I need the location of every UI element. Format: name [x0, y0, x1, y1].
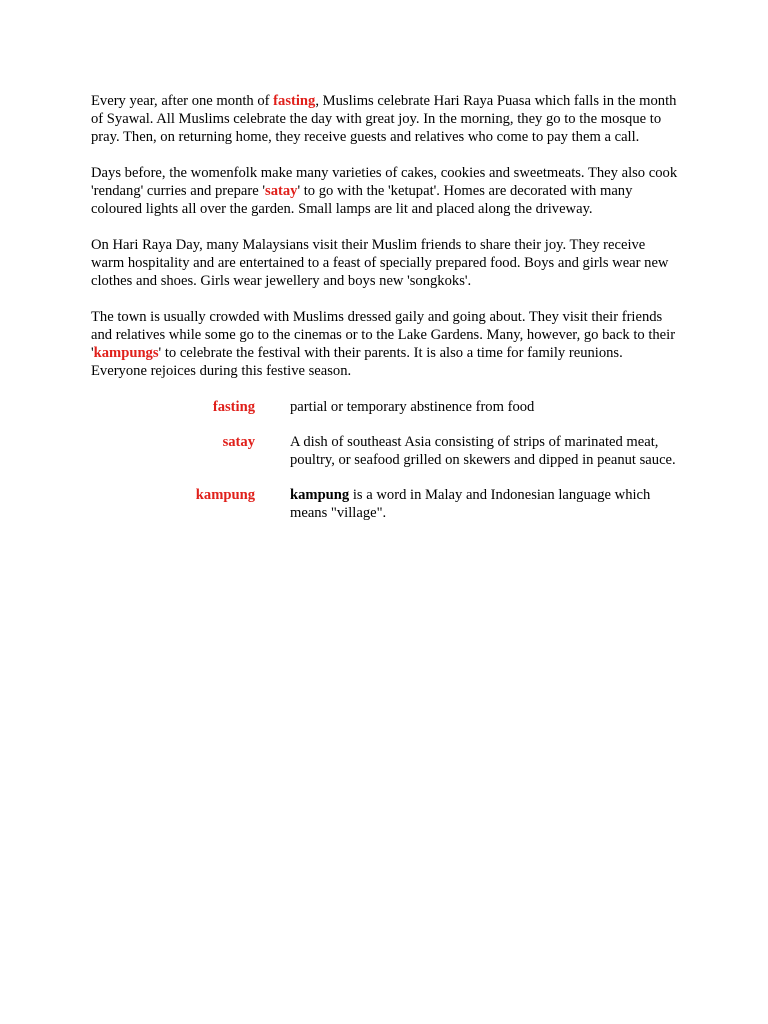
paragraph-3-text-1: On Hari Raya Day, many Malaysians visit their Muslim friends to share their joy. They receive warm hospitality and are entertained to a feast of specially prepared food. Boys and girls wear new clothes and shoes. Girls wear jewellery and boys new 'songkoks'. [91, 237, 669, 289]
paragraph-1-text-1: Every year, after one month of [91, 93, 274, 109]
paragraph-1-text-2: , Muslims celebrate Hari Raya Puasa which falls in the month of Syawal. All Muslims celebrate the day with great joy. In the morning, they go to the mosque to pray. Then, on returning home, they receive guests and relatives who come to pay them a call. [91, 93, 677, 145]
glossary-definition [290, 433, 680, 469]
glossary-row-fasting [91, 398, 681, 416]
glossary-definition [290, 398, 680, 416]
paragraph-4-text-1: The town is usually crowded with Muslims dressed gaily and going about. They visit their friends and relatives while some go to the cinemas or to the Lake Gardens. Many, however, go back to their ' [91, 309, 676, 361]
glossary-row-satay [91, 433, 681, 469]
paragraph-2 [91, 164, 681, 218]
paragraph-1 [91, 92, 681, 146]
glossary-row-kampung [91, 486, 681, 522]
glossary-definition-text: A dish of southeast Asia consisting of strips of marinated meat, poultry, or seafood grilled on skewers and dipped in peanut sauce. [290, 434, 676, 468]
paragraph-4 [91, 308, 681, 380]
keyword-kampungs: kampungs [93, 345, 159, 361]
paragraph-4-text-2: ' to celebrate the festival with their parents. It is also a time for family reunions. Everyone rejoices during this festive season. [91, 345, 623, 379]
document-page [91, 92, 681, 539]
glossary-term: satay [222, 434, 255, 450]
glossary-term: kampung [195, 487, 255, 503]
glossary-definition-text: is a word in Malay and Indonesian language which means "village". [290, 487, 651, 521]
glossary-definition [290, 486, 680, 522]
paragraph-2-text-2: ' to go with the 'ketupat'. Homes are decorated with many coloured lights all over the garden. Small lamps are lit and placed along the driveway. [91, 183, 633, 217]
glossary [91, 398, 681, 522]
keyword-satay: satay [265, 183, 298, 199]
glossary-definition-bold: kampung [290, 487, 350, 503]
paragraph-3 [91, 236, 681, 290]
glossary-definition-text: partial or temporary abstinence from food [290, 399, 535, 415]
keyword-fasting: fasting [273, 93, 316, 109]
essay-body [91, 92, 681, 380]
glossary-term: fasting [212, 399, 255, 415]
paragraph-2-text-1: Days before, the womenfolk make many varieties of cakes, cookies and sweetmeats. They also cook 'rendang' curries and prepare ' [91, 165, 678, 199]
